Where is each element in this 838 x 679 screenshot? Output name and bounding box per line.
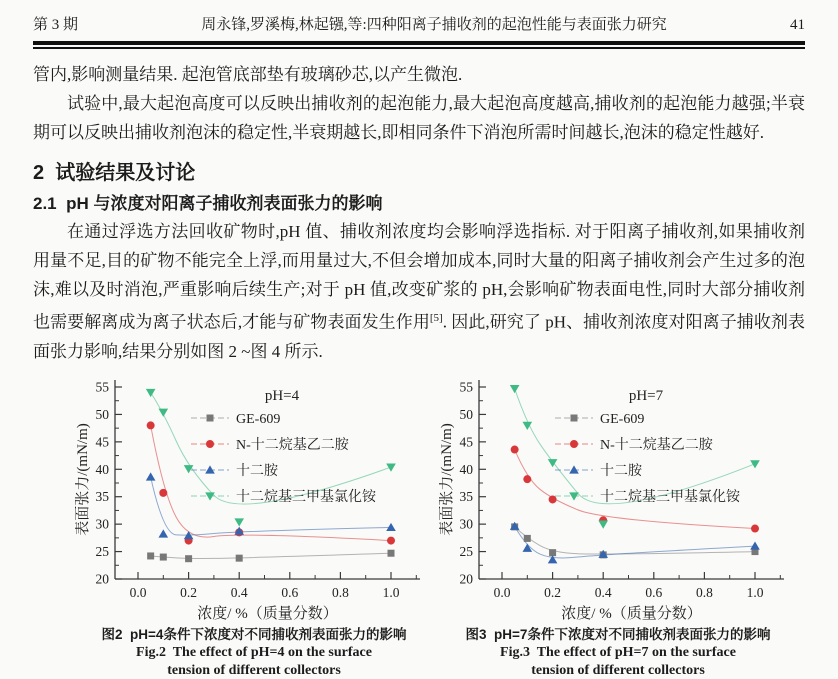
chart-ph7 bbox=[439, 374, 791, 624]
figure-3 bbox=[439, 374, 797, 679]
paragraph-ph-concentration bbox=[33, 217, 805, 366]
svg-text:浓度/ %（质量分数）: 浓度/ %（质量分数） bbox=[561, 605, 702, 622]
svg-text:50: 50 bbox=[459, 406, 473, 422]
figure2-caption-en1: Fig.2 The effect of pH=4 on the surface bbox=[136, 644, 372, 660]
svg-text:0.4: 0.4 bbox=[594, 584, 612, 600]
svg-text:GE-609: GE-609 bbox=[236, 411, 281, 427]
svg-text:25: 25 bbox=[95, 543, 109, 559]
svg-text:pH=7: pH=7 bbox=[628, 387, 664, 404]
svg-text:30: 30 bbox=[459, 516, 473, 532]
journal-header bbox=[33, 14, 805, 36]
section-heading: 2 试验结果及讨论 bbox=[33, 162, 196, 184]
page-number: 41 bbox=[790, 17, 805, 33]
svg-text:40: 40 bbox=[459, 461, 473, 477]
issue-number: 第 3 期 bbox=[33, 17, 79, 33]
svg-text:N-十二烷基乙二胺: N-十二烷基乙二胺 bbox=[600, 437, 713, 453]
svg-text:十二烷基三甲基氯化铵: 十二烷基三甲基氯化铵 bbox=[236, 489, 376, 505]
svg-text:GE-609: GE-609 bbox=[600, 411, 645, 427]
svg-text:十二胺: 十二胺 bbox=[236, 463, 278, 479]
svg-text:浓度/ %（质量分数）: 浓度/ %（质量分数） bbox=[197, 605, 338, 622]
figure2-caption-cn: 图2 pH=4条件下浓度对不同捕收剂表面张力的影响 bbox=[101, 626, 407, 642]
paragraph-ph-text: 在通过浮选方法回收矿物时,pH 值、捕收剂浓度均会影响浮选指标. 对于阳离子捕收剂,如果捕收剂用量不足,目的矿物不能完全上浮,而用量过大,不但会增加成本,同时大量的阳离子捕收剂会产生过多的泡沫,难以及时消泡,严重影响后续生产;对于 pH 值,改变矿浆的 pH,会影响矿物表面电性,同时大部分捕收剂也需要解离成为离子状态后,才能与矿物表面发生作用 bbox=[33, 222, 805, 332]
svg-text:40: 40 bbox=[95, 461, 109, 477]
svg-text:45: 45 bbox=[95, 434, 109, 450]
svg-text:0.2: 0.2 bbox=[180, 584, 198, 600]
svg-text:0.0: 0.0 bbox=[493, 584, 511, 600]
svg-text:十二烷基三甲基氯化铵: 十二烷基三甲基氯化铵 bbox=[600, 489, 740, 505]
figure3-caption-en1: Fig.3 The effect of pH=7 on the surface bbox=[500, 644, 736, 660]
svg-text:35: 35 bbox=[459, 488, 473, 504]
figure2-caption-en2: tension of different collectors bbox=[167, 662, 341, 678]
svg-text:1.0: 1.0 bbox=[382, 584, 400, 600]
svg-text:50: 50 bbox=[95, 406, 109, 422]
svg-text:十二胺: 十二胺 bbox=[600, 463, 642, 479]
paragraph-foam-ability: 试验中,最大起泡高度可以反映出捕收剂的起泡能力,最大起泡高度越高,捕收剂的起泡能力越强;半衰期可以反映出捕收剂泡沫的稳定性,半衰期越长,即相同条件下消泡所需时间越长,泡沫的稳定性越好. bbox=[33, 94, 805, 142]
svg-text:pH=4: pH=4 bbox=[264, 387, 300, 404]
svg-text:55: 55 bbox=[95, 379, 109, 395]
reference-superscript: [5] bbox=[429, 312, 443, 324]
svg-text:0.8: 0.8 bbox=[695, 584, 713, 600]
figure3-caption bbox=[439, 626, 797, 679]
paragraph-ph-tail: . 因此,研究了 pH、捕收剂浓度对阳离子捕收剂表面张力影响,结果分别如图 2 ~图 4 所示. bbox=[33, 312, 805, 361]
figures-row bbox=[33, 374, 805, 679]
figure3-caption-cn: 图3 pH=7条件下浓度对不同捕收剂表面张力的影响 bbox=[465, 626, 771, 642]
svg-text:0.6: 0.6 bbox=[281, 584, 299, 600]
header-rule-thin bbox=[33, 47, 805, 49]
figure3-caption-en2: tension of different collectors bbox=[531, 662, 705, 678]
chart-ph4 bbox=[75, 374, 427, 624]
svg-text:0.8: 0.8 bbox=[331, 584, 349, 600]
svg-text:0.4: 0.4 bbox=[230, 584, 248, 600]
svg-text:表面张力/(mN/m): 表面张力/(mN/m) bbox=[75, 422, 91, 536]
svg-text:0.0: 0.0 bbox=[129, 584, 147, 600]
svg-text:20: 20 bbox=[95, 571, 109, 587]
svg-text:20: 20 bbox=[459, 571, 473, 587]
figure-2 bbox=[75, 374, 433, 679]
svg-text:表面张力/(mN/m): 表面张力/(mN/m) bbox=[439, 422, 455, 536]
header-rule-thick bbox=[33, 41, 805, 45]
svg-text:45: 45 bbox=[459, 434, 473, 450]
figure2-caption bbox=[75, 626, 433, 679]
svg-text:55: 55 bbox=[459, 379, 473, 395]
svg-text:30: 30 bbox=[95, 516, 109, 532]
svg-text:35: 35 bbox=[95, 488, 109, 504]
svg-text:N-十二烷基乙二胺: N-十二烷基乙二胺 bbox=[236, 437, 349, 453]
svg-text:0.2: 0.2 bbox=[544, 584, 562, 600]
svg-text:25: 25 bbox=[459, 543, 473, 559]
subsection-heading: 2.1 pH 与浓度对阳离子捕收剂表面张力的影响 bbox=[33, 194, 383, 213]
svg-text:1.0: 1.0 bbox=[746, 584, 764, 600]
paragraph-continuation: 管内,影响测量结果. 起泡管底部垫有玻璃砂芯,以产生微泡. bbox=[33, 65, 463, 84]
svg-text:0.6: 0.6 bbox=[645, 584, 663, 600]
running-title: 周永锋,罗溪梅,林起镪,等:四种阳离子捕收剂的起泡性能与表面张力研究 bbox=[201, 17, 667, 33]
